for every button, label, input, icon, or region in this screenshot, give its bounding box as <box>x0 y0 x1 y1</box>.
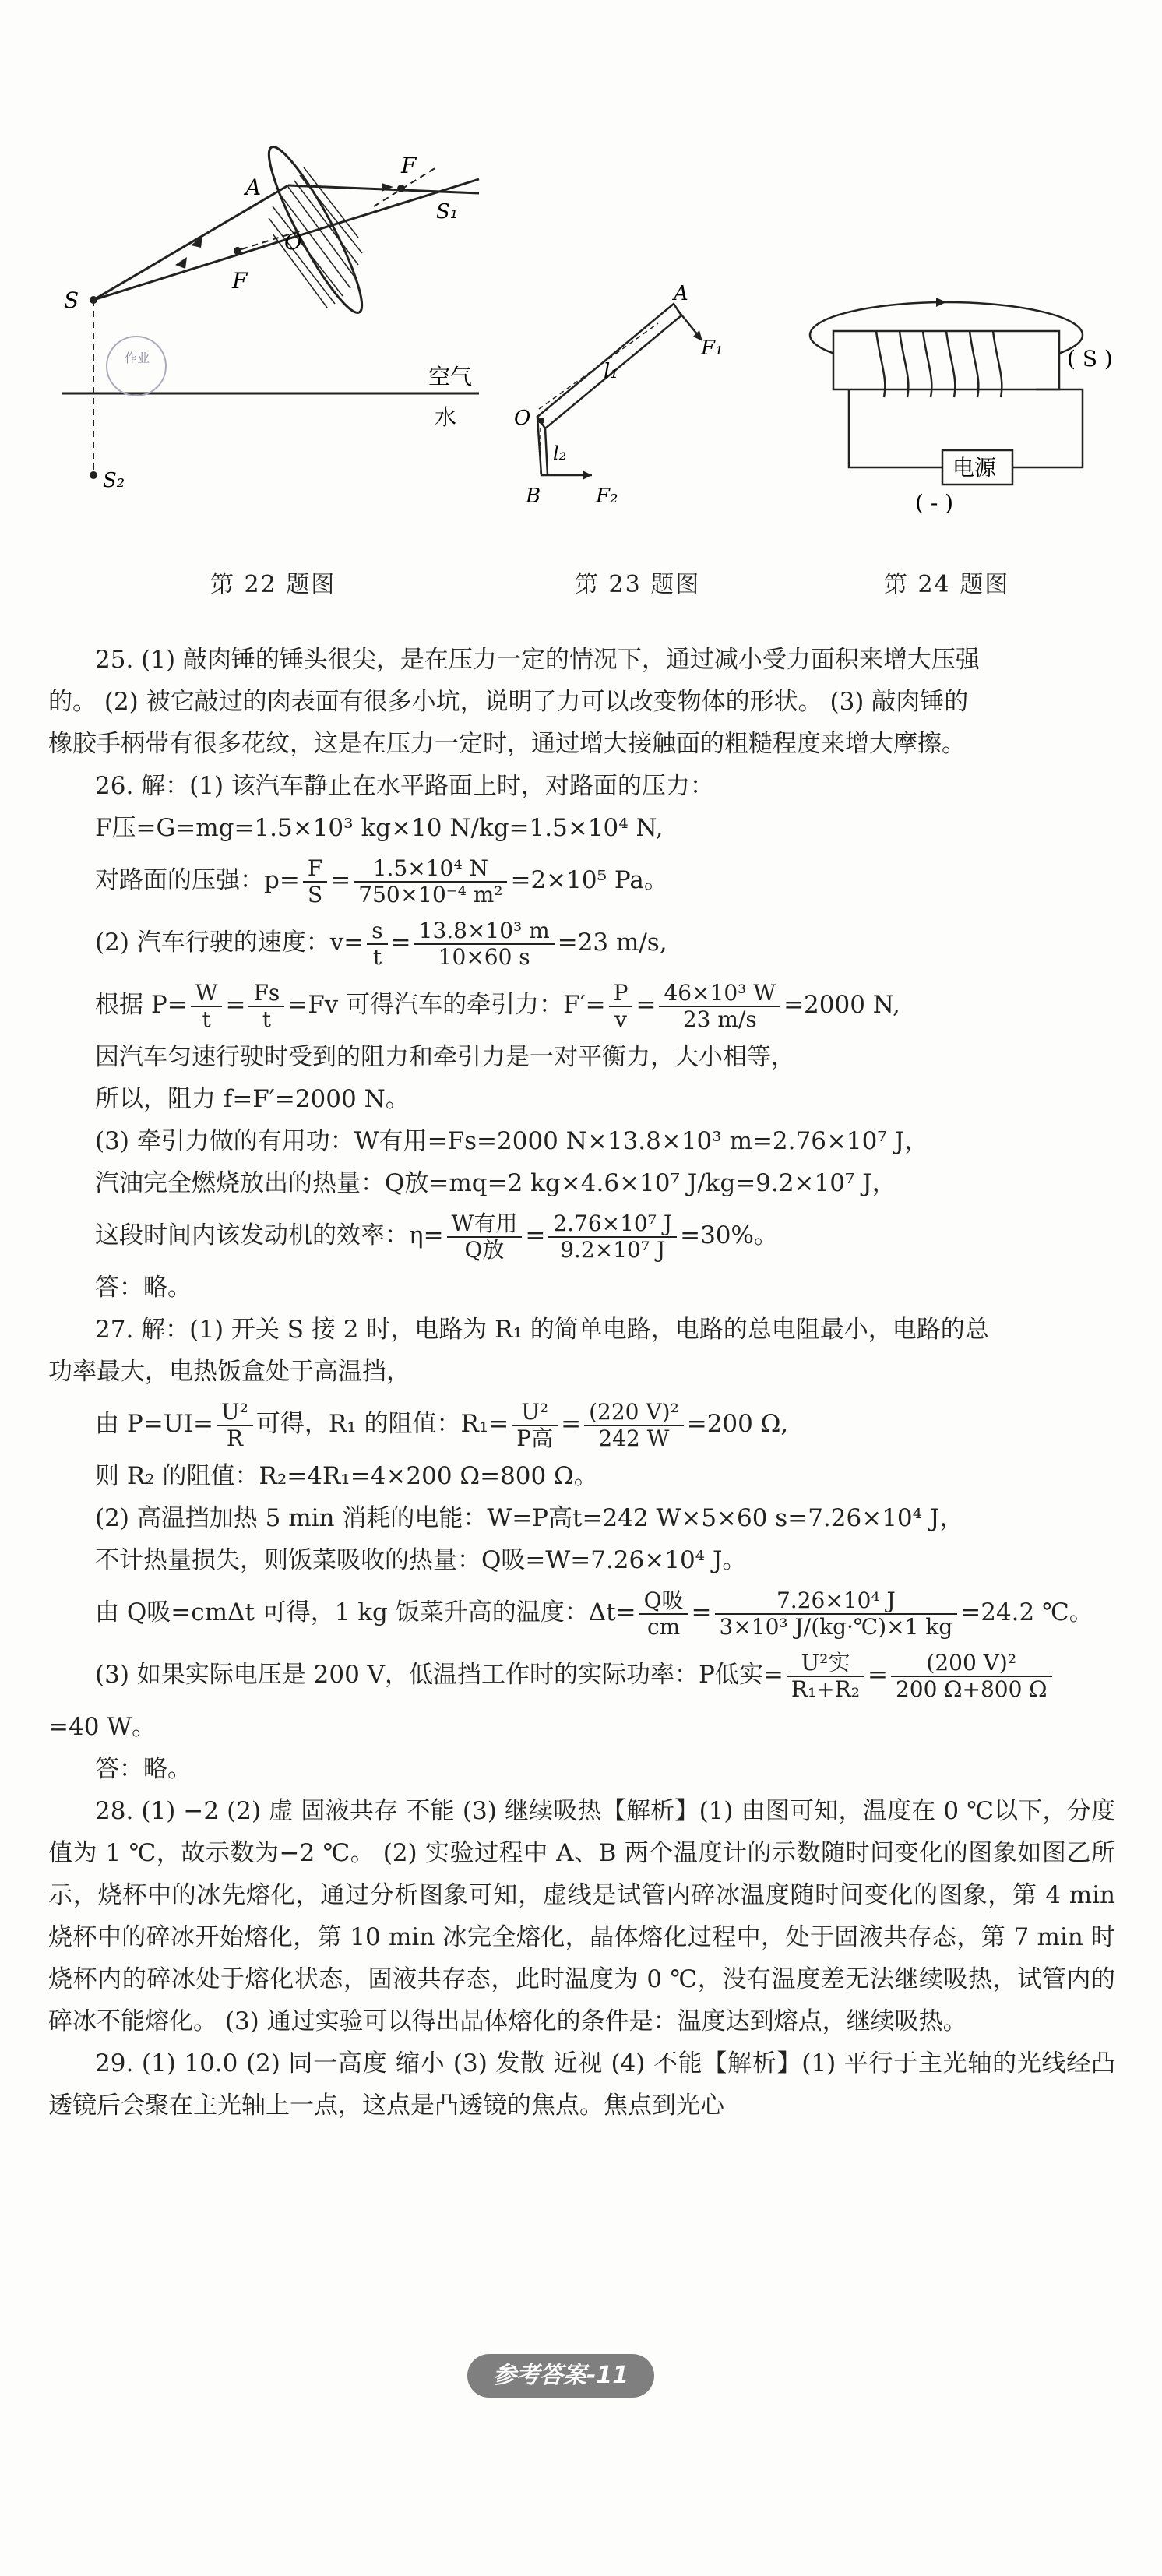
caption-24: 第 24 题图 <box>884 571 1010 598</box>
q28-text: 28. (1) −2 (2) 虚 固液共存 不能 (3) 继续吸热【解析】(1) 由图可知，温度在 0 ℃以下，分度值为 1 ℃，故示数为−2 ℃。 (2) 实验过程中 A、B 两个温度计的示数随时间变化的图象如图乙所示，烧杯中的冰先熔化，通过分析图象可知，虚线是试管内碎冰温度随时间变化的图象，第 4 min 烧杯中的碎冰开始熔化，第 10 min 冰完全熔化，晶体熔化过程中，处于固液共存态，第 7 min 时烧杯内的碎冰处于熔化状态，固液共存态，此时温度为 0 ℃，没有温度差无法继续吸热，试管内的碎冰不能熔化。 (3) 通过实验可以得出晶体熔化的条件是：温度达到熔点，继续吸热。 <box>48 1797 1115 2035</box>
q26-pressure: 对路面的压强：p= $\frac{F}{S}$ = $\frac{\text{1.5×10⁴ N}}{\text{750×10⁻⁴ m²}}$ =2×10⁵ Pa。 <box>95 855 668 907</box>
label-F1: F₁ <box>701 337 724 360</box>
q26-traction: 根据 P= $\frac{W}{t}$ = $\frac{Fs}{t}$ =Fv 可得汽车的牵引力：F′= $\frac{P}{v}$ = $\frac{\text{46×10³ W}}{23 m/s}$ =2000 N, <box>95 979 900 1032</box>
stamp-text: 作业 <box>125 351 150 365</box>
figure-24-diagram <box>802 288 1129 537</box>
label-A: A <box>674 282 688 305</box>
q26-head: 26. 解：(1) 该汽车静止在水平路面上时，对路面的压力： <box>95 772 714 800</box>
figure-24 <box>802 288 1129 537</box>
q26-work: (3) 牵引力做的有用功：W有用=Fs=2000 N×13.8×10³ m=2.76×10⁷ J， <box>95 1127 929 1155</box>
label-F2: F₂ <box>596 485 618 508</box>
label-F-top: F <box>401 153 417 178</box>
q26-force: F压=G=mg=1.5×10³ kg×10 N/kg=1.5×10⁴ N, <box>95 814 664 842</box>
label-F-bottom: F <box>232 268 248 294</box>
answers-block <box>48 639 1115 2127</box>
label-O: O <box>284 229 302 255</box>
q25-line1: 25. (1) 敲肉锤的锤头很尖，是在压力一定的情况下，通过减小受力面积来增大压强 <box>95 646 980 674</box>
label-l2: l₂ <box>553 442 567 464</box>
q27-temp: 由 Q吸=cmΔt 可得，1 kg 饭菜升高的温度：Δt= $\frac{\text{Q吸}}{cm}$ = $\frac{\text{7.26×10⁴ J}}{\text{3×10³ J/(kg·℃)×1 kg}}$ =24.2 ℃。 <box>95 1587 1093 1640</box>
q27-r2: 则 R₂ 的阻值：R₂=4R₁=4×200 Ω=800 Ω。 <box>95 1462 598 1490</box>
q27-absorb: 不计热量损失，则饭菜吸收的热量：Q吸=W=7.26×10⁴ J。 <box>95 1546 747 1574</box>
label-l1: l₁ <box>604 360 618 383</box>
q27-power-result: =40 W。 <box>48 1713 157 1741</box>
q26-end: 答：略。 <box>95 1274 192 1302</box>
q26-efficiency: 这段时间内该发动机的效率：η= $\frac{\text{W有用}}{\text{Q放}}$ = $\frac{\text{2.76×10⁷ J}}{\text{9.2×10⁷ J}}$ =30%。 <box>95 1210 778 1263</box>
figure-23 <box>467 280 740 522</box>
figure-23-diagram <box>467 280 740 522</box>
q26-speed: (2) 汽车行驶的速度：v= $\frac{s}{t}$ = $\frac{\text{13.8×10³ m}}{10\times 60 s}$ =23 m/s, <box>95 917 667 970</box>
q25-line3: 橡胶手柄带有很多花纹，这是在压力一定时，通过增大接触面的粗糙程度来增大摩擦。 <box>48 730 966 758</box>
label-S1: S₁ <box>436 200 459 224</box>
q26-heat: 汽油完全燃烧放出的热量：Q放=mq=2 kg×4.6×10⁷ J/kg=9.2×10⁷ J， <box>95 1169 896 1197</box>
label-S2: S₂ <box>103 469 125 492</box>
q27-line1: 27. 解：(1) 开关 S 接 2 时，电路为 R₁ 的简单电路，电路的总电阻最小，电路的总 <box>95 1316 989 1344</box>
q25-line2: 的。 (2) 被它敲过的肉表面有很多小坑，说明了力可以改变物体的形状。 (3) 敲肉锤的 <box>48 688 969 716</box>
q26-resist: 所以，阻力 f=F′=2000 N。 <box>95 1085 410 1113</box>
label-air: 空气 <box>428 364 473 389</box>
caption-22: 第 22 题图 <box>210 571 336 598</box>
label-water: 水 <box>435 404 457 430</box>
q29-text: 29. (1) 10.0 (2) 同一高度 缩小 (3) 发散 近视 (4) 不能【解析】(1) 平行于主光轴的光线经凸透镜后会聚在主光轴上一点，这点是凸透镜的焦点。焦点到光心 <box>48 2049 1115 2120</box>
figure-22 <box>47 140 483 530</box>
q26-balance: 因汽车匀速行驶时受到的阻力和牵引力是一对平衡力，大小相等， <box>95 1043 795 1071</box>
label-O: O <box>514 407 531 430</box>
q27-power: (3) 如果实际电压是 200 V，低温挡工作时的实际功率：P低实= $\frac{\text{U²实}}{\text{R₁+R₂}}$ = $\frac{\text{(200 V)²}}{200 \Omega+800 \Omega}$ <box>48 1644 1115 1706</box>
label-S: S <box>64 287 79 313</box>
figure-22-diagram <box>47 140 483 530</box>
q27-r1: 由 P=UI= $\frac{\text{U²}}{R}$ 可得，R₁ 的阻值：R₁= $\frac{\text{U²}}{\text{P高}}$ = $\frac{\text{(220 V)²}}{242 W}$ =200 Ω, <box>95 1398 789 1451</box>
page-footer-badge: 参考答案-11 <box>467 2354 654 2398</box>
q27-line2: 功率最大，电热饭盒处于高温挡， <box>48 1358 410 1386</box>
label-S-pole: ( S ) <box>1067 346 1113 372</box>
label-minus: ( - ) <box>915 490 954 516</box>
label-power-source: 电源 <box>952 455 997 481</box>
q27-energy: (2) 高温挡加热 5 min 消耗的电能：W=P高t=242 W×5×60 s=7.26×10⁴ J， <box>95 1504 964 1532</box>
label-B: B <box>526 485 541 508</box>
caption-23: 第 23 题图 <box>575 571 701 598</box>
q27-end: 答：略。 <box>95 1755 192 1783</box>
label-A: A <box>245 174 262 200</box>
